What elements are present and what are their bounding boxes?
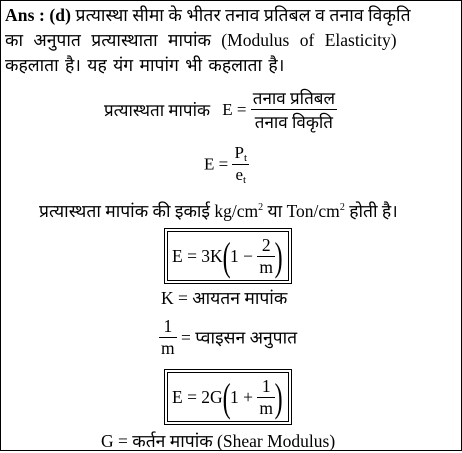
unit-text-post: होती है।: [344, 201, 398, 221]
fraction: [232, 143, 249, 186]
numerator-subscript: t: [243, 152, 248, 164]
g-definition: G = कर्तन मापांक (Shear Modulus): [101, 431, 336, 451]
formula-term: 1 +: [230, 387, 254, 407]
fraction-numerator: 1: [159, 316, 177, 338]
boxed-formula-inner: [167, 372, 289, 422]
formula-lhs: E =: [222, 99, 247, 119]
k-definition: K = आयतन मापांक: [161, 288, 288, 308]
fraction-numerator: 1: [257, 376, 275, 398]
formula-pt-et: [204, 143, 249, 186]
fraction-denominator: तनाव विकृति: [254, 113, 333, 132]
unit-text-mid: या Ton/cm: [263, 201, 340, 221]
formula-lhs: E = 3K: [172, 246, 223, 266]
formula-lhs: E =: [204, 154, 229, 174]
left-paren: (: [222, 233, 231, 279]
fraction: [257, 235, 275, 278]
right-paren: ): [274, 374, 283, 420]
fraction: [257, 376, 275, 419]
fraction-numerator: [232, 143, 249, 165]
paragraph-line-1-text: प्रत्यास्था सीमा के भीतर तनाव प्रतिबल व तनाव विकृति: [71, 5, 411, 25]
fraction-denominator: [232, 165, 249, 186]
fraction: [159, 316, 177, 359]
denominator-symbol: e: [235, 165, 243, 184]
fraction: [251, 86, 337, 133]
fraction-denominator: m: [259, 398, 274, 418]
boxed-formula-2g: [164, 369, 292, 425]
paragraph-line-2: का अनुपात प्रत्यास्थाता मापांक (Modulus of Elasticity): [5, 30, 397, 50]
unit-text-pre: प्रत्यास्थता मापांक की इकाई kg/cm: [39, 201, 259, 221]
boxed-formula-3k: [164, 228, 292, 284]
right-paren: ): [274, 233, 283, 279]
unit-superscript-2: 2: [339, 202, 345, 214]
m-definition-text: = प्वाइसन अनुपात: [181, 327, 298, 348]
paragraph-line-1: [5, 3, 411, 27]
numerator-symbol: P: [234, 143, 244, 162]
fraction-numerator: 2: [257, 235, 275, 257]
boxed-formula-inner: [167, 231, 289, 281]
fraction-numerator: तनाव प्रतिबल: [251, 86, 337, 110]
unit-line: [39, 199, 398, 223]
m-definition: [159, 316, 297, 359]
fraction-denominator: m: [161, 338, 175, 358]
formula-label: प्रत्यास्थता मापांक: [104, 101, 211, 120]
answer-prefix: Ans : (d): [5, 5, 72, 25]
formula-term: 1 −: [230, 246, 254, 266]
formula-modulus-ratio: [104, 86, 337, 133]
paragraph-line-3: कहलाता है। यह यंग मापांग भी कहलाता है।: [5, 55, 285, 75]
formula-lhs: E = 2G: [172, 387, 223, 407]
left-paren: (: [222, 374, 231, 420]
denominator-subscript: t: [242, 174, 247, 186]
fraction-denominator: m: [259, 257, 274, 277]
unit-superscript-1: 2: [258, 202, 264, 214]
